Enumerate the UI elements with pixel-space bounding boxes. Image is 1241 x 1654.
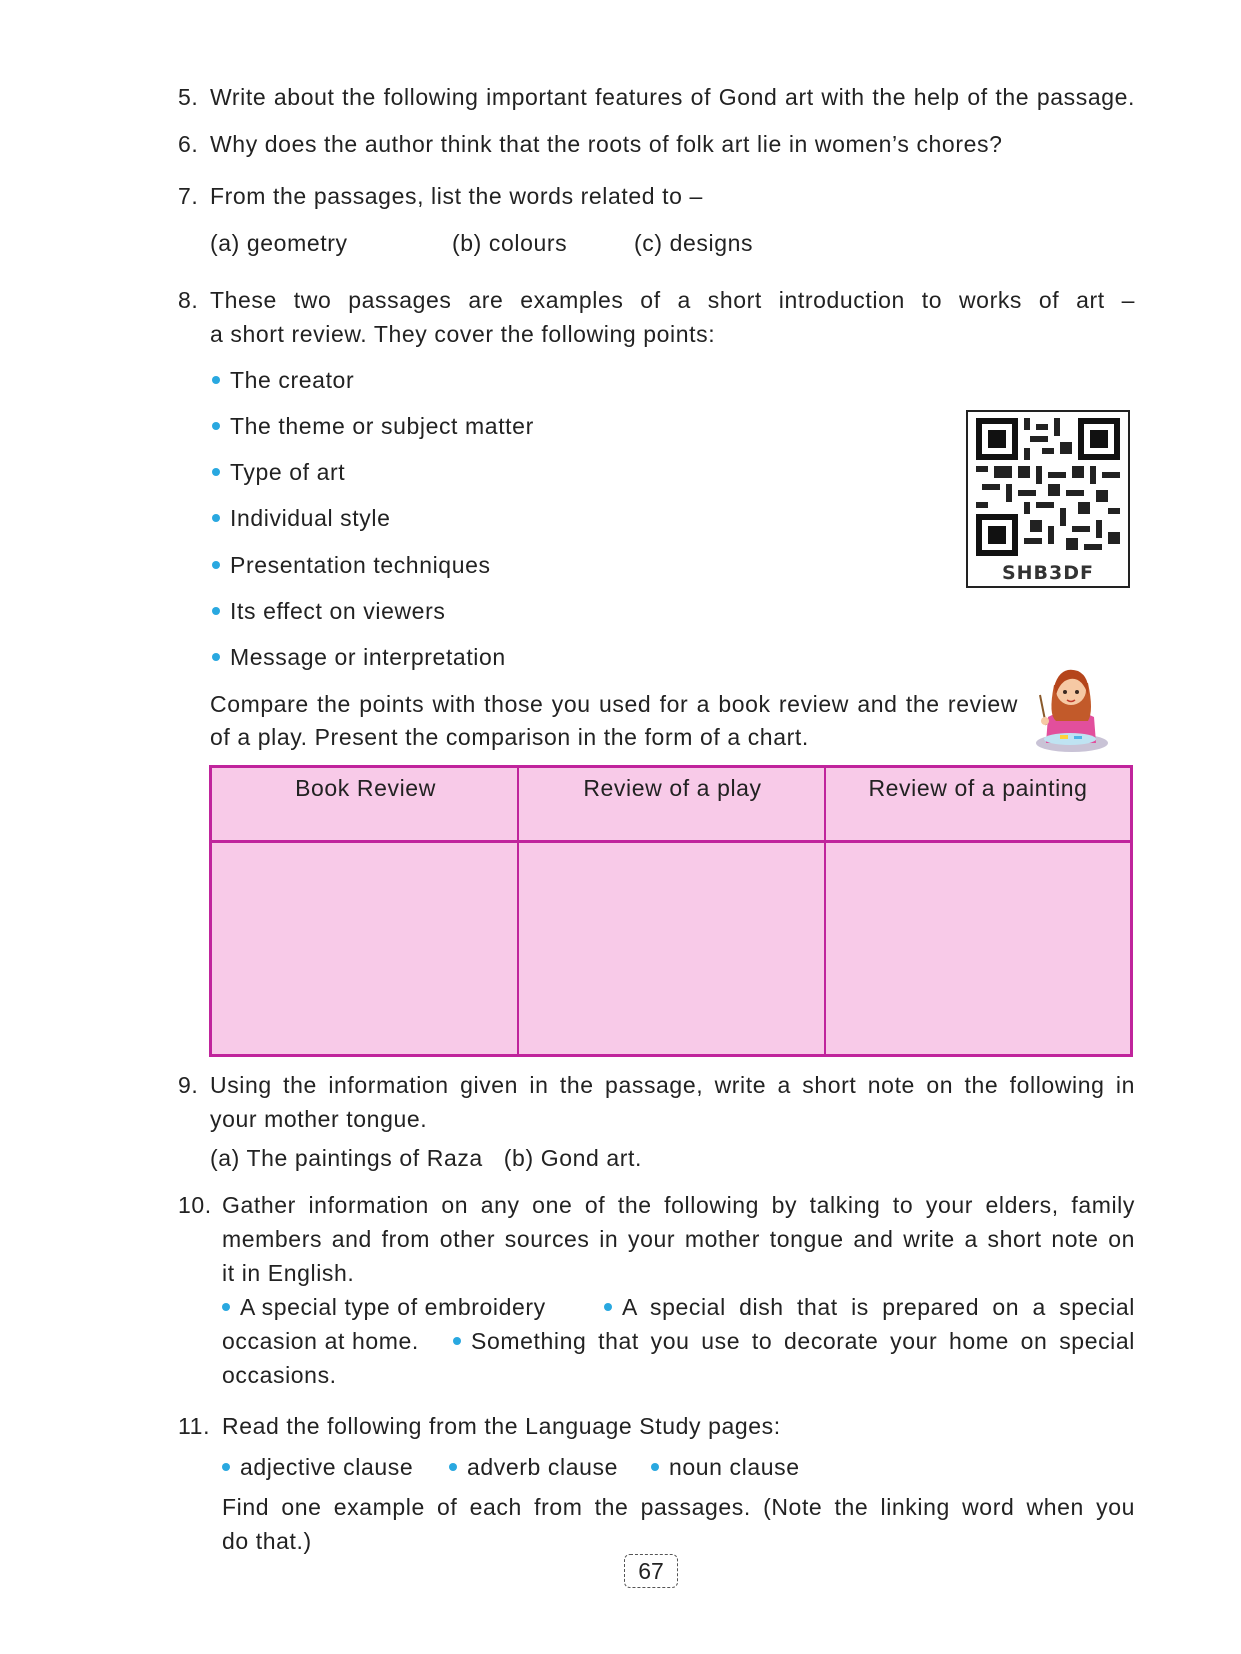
q10-item-decorate-cont: occasions. — [222, 1362, 337, 1388]
point-item: Individual style — [212, 503, 390, 533]
q8-compare-line-2: of a play. Present the comparison in the form of a chart. — [210, 724, 809, 750]
bullet-icon — [222, 1303, 230, 1311]
comparison-chart-table — [209, 765, 1133, 1057]
qr-code-icon — [976, 418, 1120, 556]
q11-item-adjective: adjective clause — [222, 1452, 413, 1482]
bullet-icon — [604, 1303, 612, 1311]
q7-number: 7. — [178, 183, 199, 209]
q11-line-1: Find one example of each from the passages. (Note the linking word when you — [222, 1494, 1135, 1520]
q7-option-a: (a) geometry — [210, 230, 348, 256]
q6-text: Why does the author think that the roots of folk art lie in women’s chores? — [210, 131, 1003, 157]
q7-option-b: (b) colours — [452, 230, 568, 256]
q6-number: 6. — [178, 131, 199, 157]
q10-item-dish-cont: occasion at home. — [222, 1328, 419, 1354]
qr-code-label: SHB3DF — [1001, 562, 1095, 584]
q8-number: 8. — [178, 287, 199, 313]
point-item: Message or interpretation — [212, 642, 506, 672]
bullet-icon — [222, 1463, 230, 1471]
bullet-icon — [651, 1463, 659, 1471]
q9-options: (a) The paintings of Raza (b) Gond art. — [210, 1145, 642, 1171]
q7-text: From the passages, list the words related to – — [210, 183, 703, 209]
q9-number: 9. — [178, 1072, 199, 1098]
q8-compare-line-1: Compare the points with those you used for a book review and the review — [210, 691, 1018, 717]
bullet-icon — [212, 422, 220, 430]
q9-line-2: your mother tongue. — [210, 1106, 428, 1132]
q8-line-2: a short review. They cover the following points: — [210, 321, 716, 347]
bullet-icon — [212, 376, 220, 384]
q9-line-1: Using the information given in the passage, write a short note on the following in — [210, 1072, 1135, 1098]
table-header-review-of-play: Review of a play — [583, 775, 762, 801]
point-item: Its effect on viewers — [212, 596, 445, 626]
table-header-review-of-painting: Review of a painting — [868, 775, 1088, 801]
q11-item-noun: noun clause — [651, 1452, 800, 1482]
bullet-icon — [453, 1337, 461, 1345]
q5-text: Write about the following important features of Gond art with the help of the passage. — [210, 84, 1135, 110]
bullet-icon — [449, 1463, 457, 1471]
q5-number: 5. — [178, 84, 199, 110]
q10-item-decorate: Something that you use to decorate your home on special — [453, 1326, 1135, 1356]
q10-line-3: it in English. — [222, 1260, 355, 1286]
q8-line-1: These two passages are examples of a short introduction to works of art – — [210, 287, 1135, 313]
page-number: 67 — [624, 1554, 678, 1588]
bullet-icon — [212, 653, 220, 661]
point-item: The theme or subject matter — [212, 411, 534, 441]
point-item: Type of art — [212, 457, 345, 487]
bullet-icon — [212, 561, 220, 569]
q10-item-dish: A special dish that is prepared on a special — [604, 1292, 1135, 1322]
q10-item-embroidery: A special type of embroidery — [222, 1292, 546, 1322]
q10-line-1: Gather information on any one of the following by talking to your elders, family — [222, 1192, 1135, 1218]
girl-painting-illustration — [1030, 655, 1110, 755]
q11-text: Read the following from the Language Study pages: — [222, 1413, 781, 1439]
bullet-icon — [212, 468, 220, 476]
point-item: The creator — [212, 365, 354, 395]
bullet-icon — [212, 607, 220, 615]
table-header-book-review: Book Review — [295, 775, 436, 801]
qr-code[interactable] — [966, 410, 1130, 588]
q11-item-adverb: adverb clause — [449, 1452, 618, 1482]
q10-number: 10. — [178, 1192, 212, 1218]
q11-line-2: do that.) — [222, 1528, 312, 1554]
q11-number: 11. — [178, 1413, 211, 1439]
q7-option-c: (c) designs — [634, 230, 754, 256]
point-item: Presentation techniques — [212, 550, 491, 580]
q10-line-2: members and from other sources in your mother tongue and write a short note on — [222, 1226, 1135, 1252]
bullet-icon — [212, 514, 220, 522]
table-header-divider — [212, 840, 1130, 843]
